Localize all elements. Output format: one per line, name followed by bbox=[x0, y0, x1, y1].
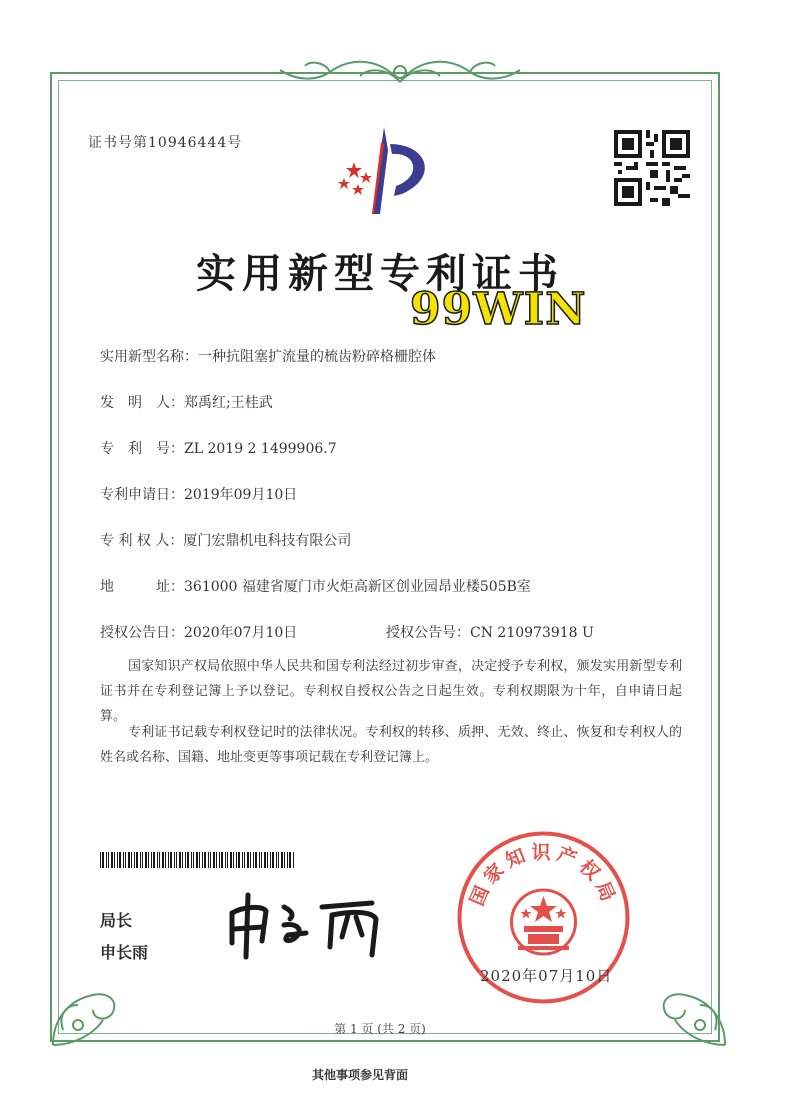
field-label: 授权公告号： bbox=[386, 625, 470, 641]
field-label: 专 利 权 人： bbox=[100, 533, 184, 549]
filing-date-value: 2019年09月10日 bbox=[184, 487, 298, 503]
watermark-logo: 99WIN bbox=[410, 284, 587, 335]
legal-paragraph-1: 国家知识产权局依照中华人民共和国专利法经过初步审查，决定授予专利权，颁发实用新型专利证书并在专利登记簿上予以登记。专利权自授权公告之日起生效。专利权期限为十年，自申请日起算。 bbox=[100, 659, 682, 724]
grant-number-value: CN 210973918 U bbox=[470, 625, 594, 641]
seal-text: 国家知识产权局 bbox=[466, 841, 621, 910]
director-title: 局长 bbox=[100, 911, 133, 930]
field-patent-number bbox=[100, 438, 337, 458]
patent-office-logo-icon bbox=[332, 122, 442, 222]
field-label: 地 址： bbox=[100, 579, 184, 595]
certificate-number: 证书号第10946444号 bbox=[88, 135, 243, 151]
utility-model-name-value: 一种抗阻塞扩流量的梳齿粉碎格栅腔体 bbox=[198, 349, 436, 365]
director-signature-icon bbox=[222, 885, 392, 965]
top-ornament-icon bbox=[270, 52, 530, 92]
field-label: 发 明 人： bbox=[100, 395, 184, 411]
page-number: 第 1 页 (共 2 页) bbox=[334, 1022, 426, 1036]
field-label: 实用新型名称： bbox=[100, 349, 198, 365]
field-patentee bbox=[100, 530, 351, 550]
field-label: 专利申请日： bbox=[100, 487, 184, 503]
see-back-note: 其他事项参见背面 bbox=[311, 1068, 408, 1082]
inventor-value: 郑禹红;王桂武 bbox=[184, 395, 273, 411]
seal-date: 2020年07月10日 bbox=[480, 967, 613, 985]
field-label: 授权公告日： bbox=[100, 625, 184, 641]
field-utility-model-name bbox=[100, 346, 436, 366]
director-name: 申长雨 bbox=[100, 943, 149, 962]
field-address bbox=[100, 576, 531, 596]
field-inventor bbox=[100, 392, 273, 412]
grant-date-value: 2020年07月10日 bbox=[184, 625, 298, 641]
barcode-icon bbox=[100, 852, 296, 868]
certificate-title: 实用新型专利证书 bbox=[196, 250, 564, 297]
field-filing-date bbox=[100, 484, 297, 504]
field-grant-number bbox=[386, 622, 594, 642]
patentee-value: 厦门宏鼎机电科技有限公司 bbox=[183, 533, 352, 549]
legal-paragraph-2: 专利证书记载专利权登记时的法律状况。专利权的转移、质押、无效、终止、恢复和专利权人的姓名或名称、国籍、地址变更等事项记载在专利登记簿上。 bbox=[100, 725, 682, 765]
field-label: 专 利 号： bbox=[100, 441, 184, 457]
field-grant-date bbox=[100, 622, 297, 642]
qr-code-icon bbox=[614, 130, 690, 206]
patent-number-value: ZL 2019 2 1499906.7 bbox=[184, 441, 337, 457]
address-value: 361000 福建省厦门市火炬高新区创业园昂业楼505B室 bbox=[184, 579, 531, 595]
